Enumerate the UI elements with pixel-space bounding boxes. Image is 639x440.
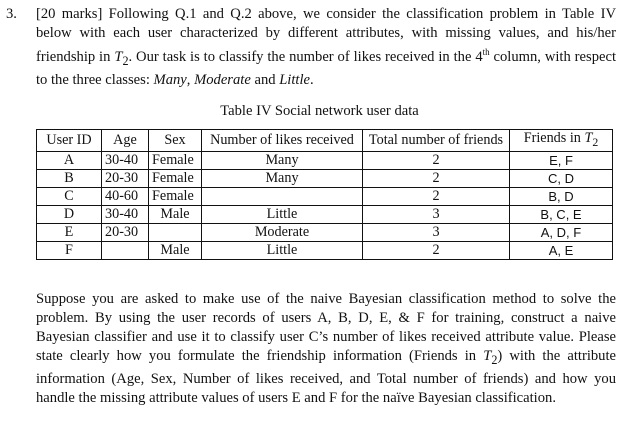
cell-user-id: C (37, 188, 102, 206)
header-t-symbol: T (584, 130, 593, 147)
t2-subscript: 2 (122, 53, 129, 68)
cell-friends: A, D, F (510, 224, 613, 242)
header-age: Age (102, 130, 149, 152)
question-intro (36, 5, 616, 90)
header-total-friends: Total number of friends (363, 130, 510, 152)
cell-sex: Male (149, 206, 202, 224)
t2-symbol: T (114, 48, 123, 65)
cell-user-id: D (37, 206, 102, 224)
intro-text-2: . Our task is to classify the number of likes received in the 4 (128, 48, 483, 65)
cell-age: 40-60 (102, 188, 149, 206)
ordinal-suffix: th (482, 47, 490, 57)
table-row (37, 152, 613, 170)
cell-likes: Little (202, 206, 363, 224)
cell-user-id: A (37, 152, 102, 170)
header-friends-t2 (510, 130, 613, 152)
cell-likes (202, 188, 363, 206)
class-moderate: Moderate (194, 71, 251, 88)
task-t2-symbol: T (483, 348, 492, 364)
cell-likes: Many (202, 152, 363, 170)
intro-end: . (310, 71, 314, 88)
cell-total-friends: 2 (363, 242, 510, 260)
question-number: 3. (6, 6, 17, 22)
cell-total-friends: 2 (363, 170, 510, 188)
cell-total-friends: 2 (363, 152, 510, 170)
table-caption: Table IV Social network user data (220, 103, 419, 119)
cell-sex: Female (149, 188, 202, 206)
cell-likes: Many (202, 170, 363, 188)
header-user-id: User ID (37, 130, 102, 152)
header-friends-text: Friends in (523, 130, 585, 147)
cell-age: 20-30 (102, 170, 149, 188)
cell-sex: Male (149, 242, 202, 260)
table-row (37, 170, 613, 188)
header-sex: Sex (149, 130, 202, 152)
cell-age: 30-40 (102, 206, 149, 224)
table-row (37, 242, 613, 260)
class-little: Little (279, 71, 310, 88)
task-paragraph (36, 290, 616, 408)
table-header-row (37, 130, 613, 152)
cell-friends: C, D (510, 170, 613, 188)
class-many: Many (153, 71, 187, 88)
task-text-2: ) with the attribute information (Age, Sex, Number of likes received, and Total number of friends) and how you handle the missing attribute values of users E and F for the naïve Bayesian classification. (36, 348, 616, 406)
cell-user-id: F (37, 242, 102, 260)
table-row (37, 206, 613, 224)
cell-user-id: E (37, 224, 102, 242)
cell-sex (149, 224, 202, 242)
cell-sex: Female (149, 152, 202, 170)
cell-friends: B, C, E (510, 206, 613, 224)
cell-sex: Female (149, 170, 202, 188)
cell-user-id: B (37, 170, 102, 188)
cell-age (102, 242, 149, 260)
cell-likes: Little (202, 242, 363, 260)
intro-text-1: [20 marks] Following Q.1 and Q.2 above, we consider the classification problem in Table IV below with each user characterized by different attributes, with missing values, and his/her friendship in (36, 6, 616, 65)
cell-friends: B, D (510, 188, 613, 206)
task-text-1: Suppose you are asked to make use of the naive Bayesian classification method to solve the problem. By using the user records of users A, B, D, E, & F for training, construct a naive Bayesian classifier and use it to classify user C’s number of likes received attribute value. Please state clearly how you formulate the friendship information (Friends in (36, 291, 616, 364)
sep-1: , (186, 71, 195, 88)
header-t-subscript: 2 (592, 134, 599, 149)
cell-friends: A, E (510, 242, 613, 260)
cell-total-friends: 3 (363, 224, 510, 242)
cell-age: 20-30 (102, 224, 149, 242)
table-row (37, 188, 613, 206)
intro-text-3: column, with respect to the three classes: (36, 48, 616, 88)
task-t2-subscript: 2 (491, 352, 498, 367)
cell-friends: E, F (510, 152, 613, 170)
table-row (37, 224, 613, 242)
cell-total-friends: 2 (363, 188, 510, 206)
cell-total-friends: 3 (363, 206, 510, 224)
header-likes: Number of likes received (202, 130, 363, 152)
cell-age: 30-40 (102, 152, 149, 170)
sep-2: and (250, 71, 280, 88)
cell-likes: Moderate (202, 224, 363, 242)
social-network-table (36, 129, 613, 260)
